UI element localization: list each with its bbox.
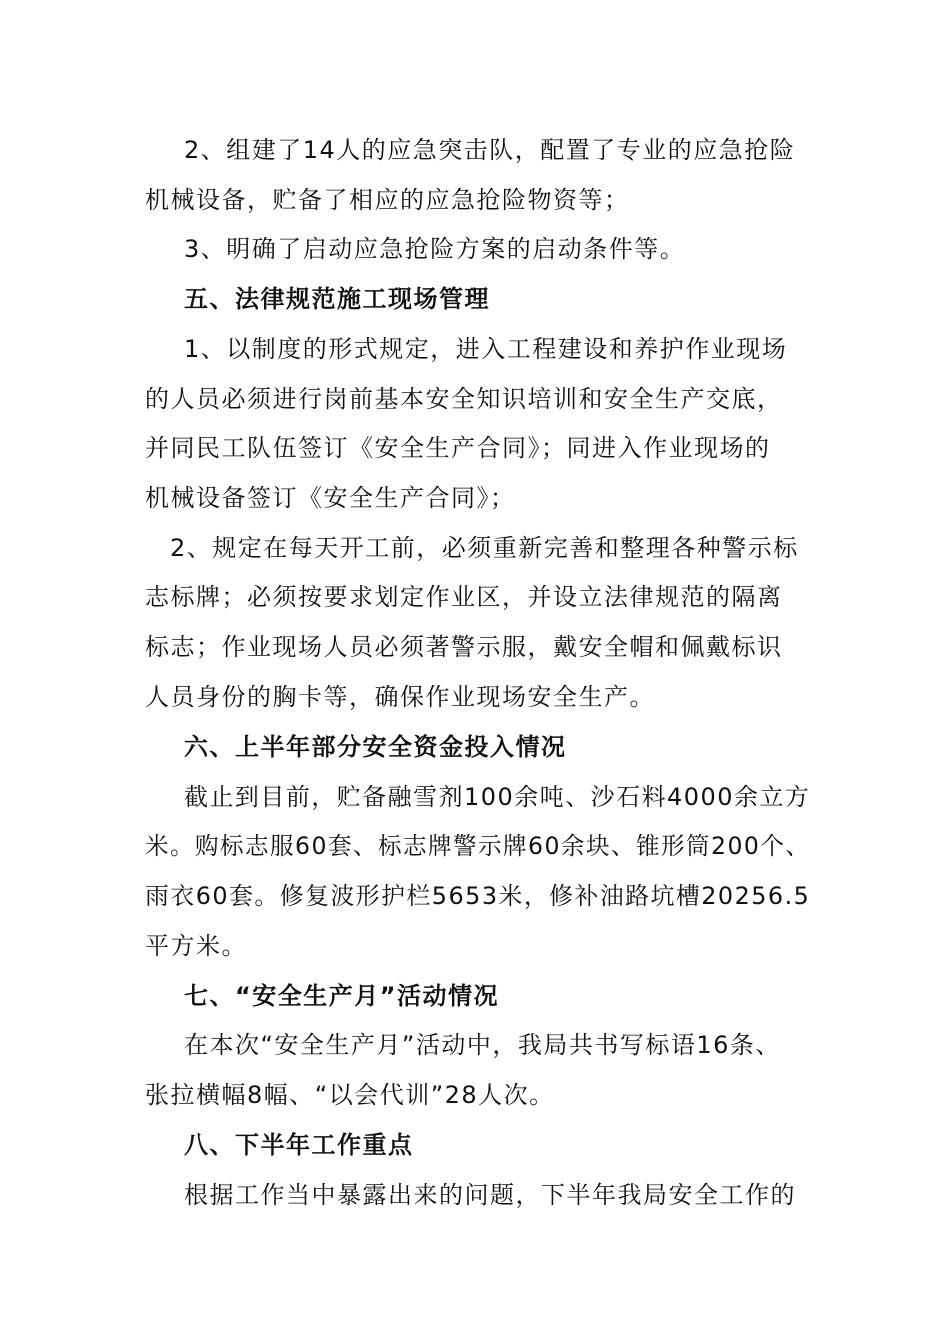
text-line: 平方米。 bbox=[145, 932, 247, 960]
text-line: 机械设备，贮备了相应的应急抢险物资等； bbox=[145, 186, 630, 214]
text-line: 2、规定在每天开工前，必须重新完善和整理各种警示标 bbox=[170, 534, 799, 562]
text-line: 人员身份的胸卡等，确保作业现场安全生产。 bbox=[145, 683, 655, 711]
text-line: 的人员必须进行岗前基本安全知识培训和安全生产交底， bbox=[145, 385, 783, 413]
section-heading: 六、上半年部分安全资金投入情况 bbox=[184, 733, 567, 761]
text-line: 在本次“安全生产月”活动中，我局共书写标语16条、 bbox=[184, 1031, 781, 1059]
text-line: 标志；作业现场人员必须著警示服，戴安全帽和佩戴标识 bbox=[145, 633, 783, 661]
section-heading: 七、“安全生产月”活动情况 bbox=[184, 982, 500, 1010]
text-line: 米。购标志服60套、标志牌警示牌60余块、锥形筒200个、 bbox=[145, 832, 811, 860]
text-line: 根据工作当中暴露出来的问题，下半年我局安全工作的 bbox=[184, 1181, 796, 1209]
text-line: 机械设备签订《安全生产合同》； bbox=[145, 484, 516, 512]
section-heading: 五、法律规范施工现场管理 bbox=[184, 285, 490, 313]
text-line: 1、以制度的形式规定，进入工程建设和养护作业现场 bbox=[184, 335, 788, 363]
text-line: 2、组建了14人的应急突击队，配置了专业的应急抢险 bbox=[184, 136, 796, 164]
section-heading: 八、下半年工作重点 bbox=[184, 1131, 414, 1159]
text-line: 志标牌；必须按要求划定作业区，并设立法律规范的隔离 bbox=[145, 583, 783, 611]
text-line: 并同民工队伍签订《安全生产合同》；同进入作业现场的 bbox=[145, 434, 771, 462]
text-line: 截止到目前，贮备融雪剂100余吨、沙石料4000余立方 bbox=[184, 783, 811, 811]
text-line: 3、明确了启动应急抢险方案的启动条件等。 bbox=[184, 235, 686, 263]
text-line: 张拉横幅8幅、“以会代训”28人次。 bbox=[145, 1081, 555, 1109]
text-line: 雨衣60套。修复波形护栏5653米，修补油路坑槽20256.5 bbox=[145, 882, 811, 910]
